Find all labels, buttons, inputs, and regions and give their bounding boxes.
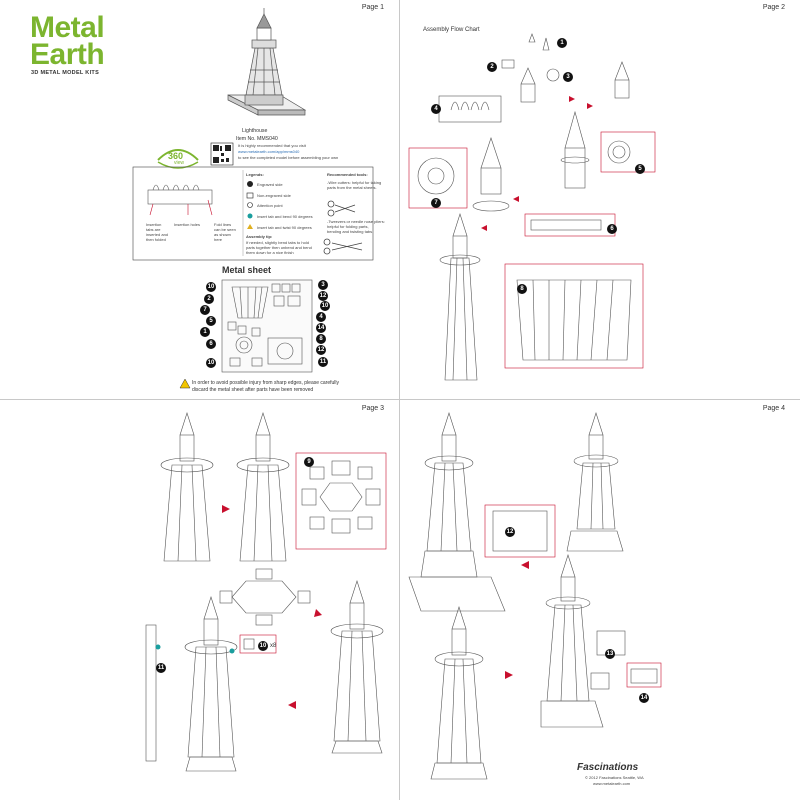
page-number: Page 1 <box>361 4 384 11</box>
part-1 <box>529 34 535 42</box>
badge-360-label: view <box>174 160 185 166</box>
page-number: Page 3 <box>361 405 384 412</box>
warning-text <box>192 380 339 394</box>
legend-twist: Insert tab and twist 90 degrees <box>257 225 312 230</box>
step-badge: 7 <box>431 198 441 208</box>
part-badge: 14 <box>317 325 325 331</box>
legend-non-engraved: Non-engraved side <box>257 193 291 198</box>
tower-a <box>164 465 210 561</box>
part-badge: 6 <box>206 339 216 349</box>
step-badge: 9 <box>304 457 314 467</box>
warning-line-2: discard the metal sheet after parts have been removed <box>192 387 314 393</box>
assembly-tip-title: Assembly tip: <box>246 234 273 239</box>
part-badge: 10 <box>207 284 215 290</box>
tall-tower <box>445 258 477 380</box>
step-badge: 13 <box>606 651 614 657</box>
page-4-illustrations <box>401 401 799 799</box>
tower-b <box>240 465 286 561</box>
part-5-box <box>601 132 655 172</box>
legend-icons <box>247 181 253 229</box>
step-badge: 4 <box>431 104 441 114</box>
step-badge: 11 <box>157 665 165 671</box>
part-2 <box>502 60 514 68</box>
tower-top-section <box>565 148 585 188</box>
part-badge: 10 <box>321 303 329 309</box>
tools-line-3: -Tweezers or needle nose pliers: <box>327 219 385 224</box>
step-badge: 3 <box>563 72 573 82</box>
page-divider-horizontal <box>0 399 800 400</box>
part-badge: 4 <box>316 312 326 322</box>
page-4 <box>401 401 799 799</box>
part-8-box <box>505 264 643 368</box>
part-badge: 7 <box>200 305 210 315</box>
diagram-label-tabs: Insertion tabs are inserted and then folded <box>146 222 169 242</box>
recommend-line-1: It is highly recommended that you visit <box>238 143 306 148</box>
part-badge: 10 <box>207 360 215 366</box>
part-badge: 3 <box>318 280 328 290</box>
legends-title: Legends: <box>246 172 264 177</box>
item-number: Item No. MMS040 <box>236 136 278 142</box>
assembly-tip-1: If needed, slightly bend tabs to hold <box>246 240 309 245</box>
part-badge: 11 <box>319 359 327 365</box>
step-badge: 1 <box>557 38 567 48</box>
model-name: Lighthouse <box>242 128 268 134</box>
recommend-url[interactable]: www.metalearth.com/app/mms040 <box>238 149 300 154</box>
multiplier-label: x8 <box>270 643 277 649</box>
legend-bend: Insert tab and bend 90 degrees <box>257 214 313 219</box>
small-top <box>615 80 629 98</box>
metal-sheet-diagram <box>222 280 312 372</box>
tower-h <box>547 605 589 701</box>
tower-c <box>188 647 234 757</box>
qr-code <box>211 143 233 165</box>
page-divider-vertical <box>399 0 400 800</box>
tools-line-4: helpful for folding parts, <box>327 224 369 229</box>
page-number: Page 2 <box>762 4 785 11</box>
diagram-label-holes: Insertion holes <box>174 222 201 227</box>
page-3-illustrations <box>0 401 398 799</box>
part-9-box <box>296 453 386 549</box>
tools-title: Recommended tools: <box>327 172 368 177</box>
part-badge: 5 <box>206 316 216 326</box>
part-4 <box>439 96 501 122</box>
part-badge: 12 <box>319 293 327 299</box>
legend-engraved: Engraved side <box>257 182 283 187</box>
part-11-strip <box>146 625 156 761</box>
step-badge: 8 <box>517 284 527 294</box>
badge-360-num: 360 <box>168 151 184 161</box>
part-1b <box>543 38 549 50</box>
diagram-label-folds: Fold lines can be seen as shown here <box>214 222 236 242</box>
tower-d <box>334 631 380 741</box>
part-12-box <box>485 505 555 557</box>
page-2 <box>401 0 799 398</box>
part-badge: 2 <box>204 294 214 304</box>
page-1 <box>0 0 398 398</box>
tower-e <box>427 463 471 551</box>
step-badge: 5 <box>635 164 645 174</box>
brand-line-2: Earth <box>30 38 105 71</box>
warning-icon <box>180 379 190 388</box>
base-octagon <box>232 581 296 613</box>
bend-marker <box>230 649 235 654</box>
flow-arrows <box>505 561 529 679</box>
bend-marker <box>156 645 161 650</box>
brand-subtitle: 3D METAL MODEL KITS <box>31 70 100 76</box>
flow-chart-title: Assembly Flow Chart <box>423 27 480 33</box>
flow-arrows <box>222 505 322 709</box>
fascinations-logo: Fascinations <box>577 762 639 773</box>
recommend-line-3: to see the completed model before assembling your own <box>238 155 339 160</box>
assembly-tip-2: parts together then unbend and bend <box>246 245 312 250</box>
tab-insertion-diagram <box>148 185 212 215</box>
page-number: Page 4 <box>762 405 785 412</box>
part-6-box <box>525 214 615 236</box>
tools-line-1: -Wire cutters: helpful for taking <box>327 180 382 185</box>
step-badge: 6 <box>607 224 617 234</box>
part-badge: 8 <box>316 334 326 344</box>
website[interactable]: www.metalearth.com <box>593 781 631 786</box>
step-badge: 14 <box>640 695 648 701</box>
warning-line-1: In order to avoid possible injury from sharp edges, please carefully <box>192 380 340 386</box>
tools-line-5: bending and twisting tabs. <box>327 229 374 234</box>
top-assembly <box>521 84 535 102</box>
page-3 <box>0 401 398 799</box>
tower-g <box>437 659 481 763</box>
step-badge: 10 <box>259 643 267 649</box>
tower-f <box>577 463 615 529</box>
page-1-illustrations <box>0 0 398 398</box>
tools-line-2: parts from the metal sheets. <box>327 185 377 190</box>
legend-attention: Attention point <box>257 203 283 208</box>
step-badge: 2 <box>487 62 497 72</box>
assembly-tip-3: them down for a nice finish <box>246 250 294 255</box>
part-badge: 1 <box>200 327 210 337</box>
part-14-box <box>627 663 661 687</box>
lighthouse-hero-image <box>228 8 305 115</box>
page-2-illustrations <box>401 0 799 398</box>
part-3 <box>547 69 559 81</box>
copyright: © 2012 Fascinations Seattle, WA <box>585 775 644 780</box>
brand-line-1: Metal <box>30 11 105 44</box>
part-badge: 12 <box>317 347 325 353</box>
step-badge: 12 <box>506 529 514 535</box>
metal-sheet-title: Metal sheet <box>222 265 272 275</box>
